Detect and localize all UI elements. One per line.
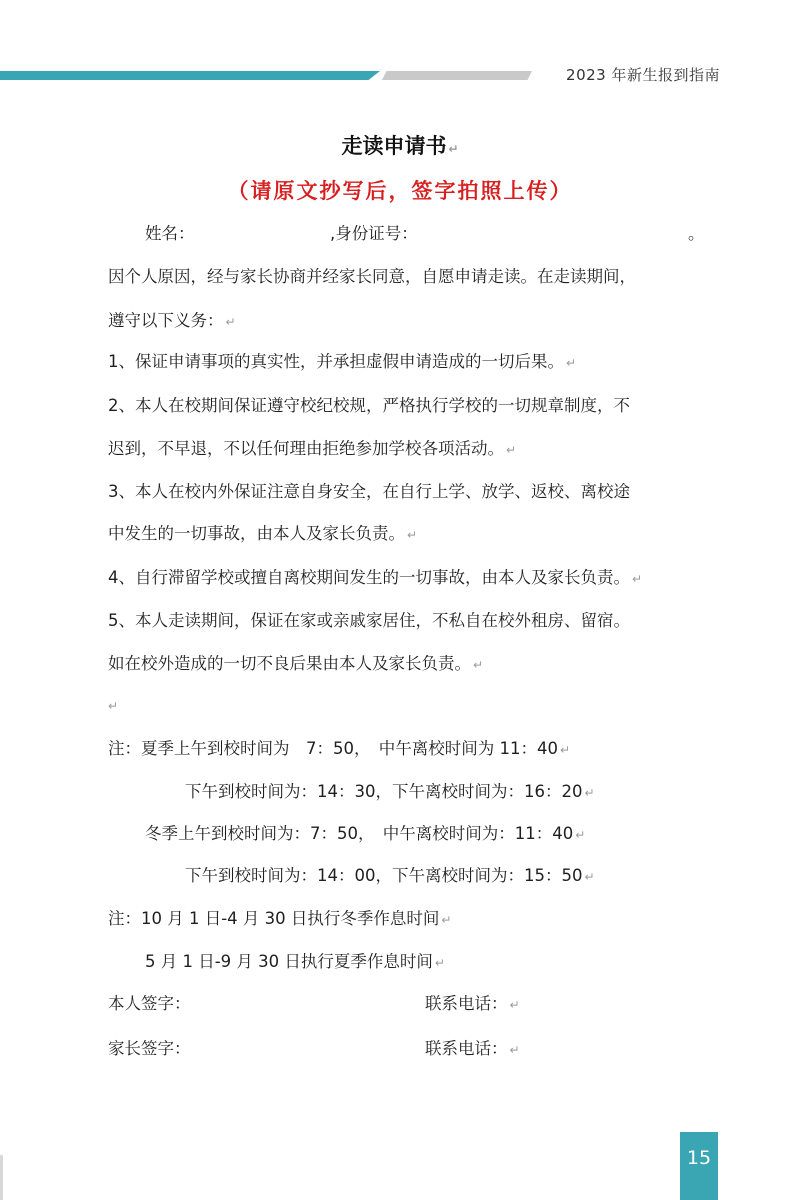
- guide-title: 2023 年新生报到指南: [566, 66, 720, 84]
- paragraph-mark-icon: ↵: [509, 1043, 520, 1057]
- header-accent-bar: [0, 71, 380, 80]
- item-1: [108, 348, 576, 372]
- paragraph-mark-icon: ↵: [225, 315, 236, 329]
- document-subtitle: （请原文抄写后，签字拍照上传）: [227, 179, 573, 203]
- parent-signature-label: 家长签字：: [108, 1039, 191, 1058]
- note-summer-afternoon-text: 下午到校时间为：14：30，下午离校时间为：16：20: [185, 782, 583, 801]
- paragraph-mark-icon: ↵: [441, 913, 452, 927]
- paragraph-mark-icon: ↵: [108, 699, 119, 713]
- note-winter-afternoon: [185, 862, 595, 886]
- header-gray-bar: [382, 71, 532, 80]
- note-winter-morning: [145, 820, 585, 844]
- paragraph-mark-icon: ↵: [632, 572, 643, 586]
- note-summer-afternoon: [185, 778, 595, 802]
- paragraph-mark-icon: ↵: [584, 786, 595, 800]
- item-2-line-2: [108, 435, 516, 459]
- student-phone-label: [425, 990, 520, 1014]
- item-3-line-2-text: 中发生的一切事故，由本人及家长负责。: [108, 524, 405, 543]
- paragraph-mark-icon: ↵: [509, 998, 520, 1012]
- paragraph-mark-icon: ↵: [407, 528, 418, 542]
- name-line-end: 。: [688, 224, 705, 243]
- item-3-line-1: 3、本人在校内外保证注意自身安全，在自行上学、放学、返校、离校途: [108, 482, 630, 501]
- item-2-line-2-text: 迟到，不早退，不以任何理由拒绝参加学校各项活动。: [108, 439, 504, 458]
- note-winter-period-text: 注：10 月 1 日-4 月 30 日执行冬季作息时间: [108, 909, 440, 928]
- note-winter-morning-text: 冬季上午到校时间为：7：50， 中午离校时间为：11：40: [145, 824, 574, 843]
- document-title-text: 走读申请书: [341, 134, 447, 158]
- paragraph-mark-icon: ↵: [434, 956, 445, 970]
- item-5-line-2-text: 如在校外造成的一切不良后果由本人及家长负责。: [108, 654, 471, 673]
- item-3-line-2: [108, 520, 417, 544]
- page-edge-mark: [0, 1155, 3, 1200]
- paragraph-mark-icon: ↵: [566, 356, 577, 370]
- note-winter-period: [108, 905, 451, 929]
- item-4: [108, 564, 642, 588]
- item-5-line-1: 5、本人走读期间，保证在家或亲戚家居住，不私自在校外租房、留宿。: [108, 611, 630, 630]
- paragraph-mark-icon: ↵: [584, 870, 595, 884]
- paragraph-mark-icon: ↵: [559, 743, 571, 757]
- intro-line-1: 因个人原因，经与家长协商并经家长同意，自愿申请走读。在走读期间，: [108, 267, 636, 286]
- document-title: [0, 130, 800, 160]
- name-label: 姓名：: [145, 224, 195, 243]
- student-phone-label-text: 联系电话：: [425, 994, 508, 1013]
- note-winter-afternoon-text: 下午到校时间为：14：00，下午离校时间为：15：50: [185, 866, 583, 885]
- paragraph-mark-icon: ↵: [506, 443, 517, 457]
- note-summer-period-text: 5 月 1 日-9 月 30 日执行夏季作息时间: [145, 952, 433, 971]
- item-5-line-2: [108, 650, 483, 674]
- note-summer-morning-text: 注：夏季上午到校时间为 7：50， 中午离校时间为 11：40: [108, 739, 558, 758]
- note-summer-morning: [108, 735, 570, 759]
- note-summer-period: [145, 948, 445, 972]
- student-signature-label: 本人签字：: [108, 994, 191, 1013]
- item-2-line-1: 2、本人在校期间保证遵守校纪校规，严格执行学校的一切规章制度，不: [108, 396, 630, 415]
- item-1-text: 1、保证申请事项的真实性，并承担虚假申请造成的一切后果。: [108, 352, 564, 371]
- intro-line-2-text: 遵守以下义务：: [108, 311, 224, 330]
- parent-phone-label-text: 联系电话：: [425, 1039, 508, 1058]
- page-number: 15: [680, 1132, 718, 1200]
- parent-phone-label: [425, 1035, 520, 1059]
- intro-line-2: [108, 307, 236, 331]
- paragraph-mark-icon: ↵: [575, 828, 586, 842]
- id-number-label: ,身份证号：: [330, 224, 418, 243]
- item-4-text: 4、自行滞留学校或擅自离校期间发生的一切事故，由本人及家长负责。: [108, 568, 630, 587]
- paragraph-mark-icon: ↵: [473, 658, 484, 672]
- paragraph-mark-icon: ↵: [448, 142, 459, 156]
- empty-line: [106, 695, 118, 714]
